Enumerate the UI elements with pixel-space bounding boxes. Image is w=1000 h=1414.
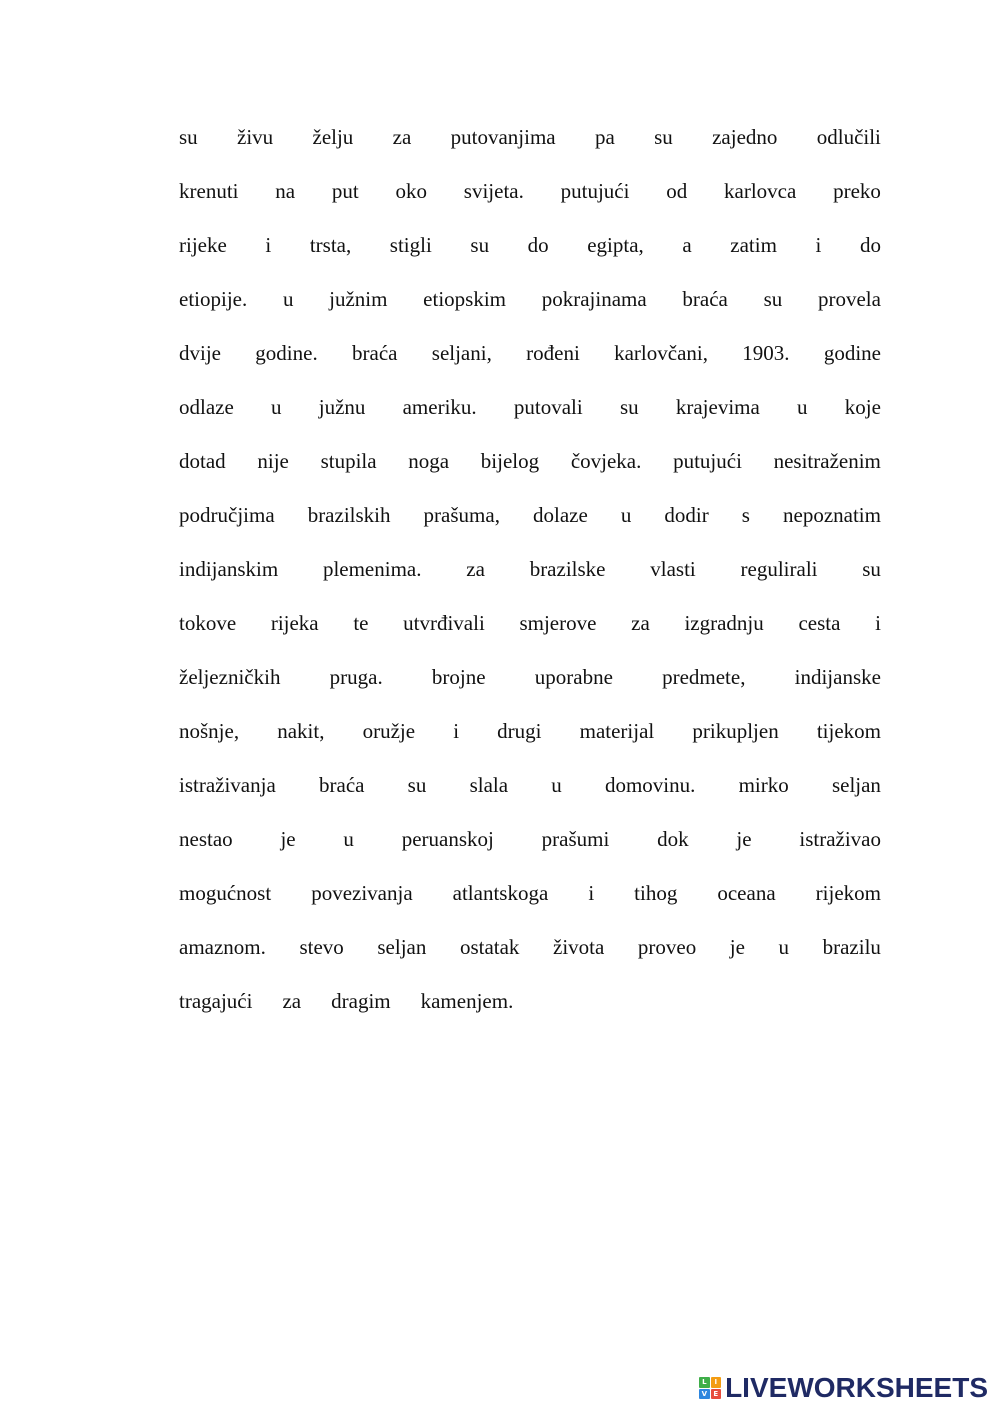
word: zajedno bbox=[712, 125, 778, 149]
liveworksheets-logo bbox=[699, 1372, 988, 1404]
word: seljan bbox=[377, 935, 427, 959]
word: prikupljen bbox=[692, 719, 779, 743]
word: preko bbox=[833, 179, 881, 203]
word: proveo bbox=[637, 935, 697, 959]
text-line bbox=[179, 974, 881, 1028]
word: rijeke bbox=[179, 233, 227, 257]
word: a bbox=[682, 233, 692, 257]
word: brazilu bbox=[822, 935, 881, 959]
word: u bbox=[343, 827, 354, 851]
word: do bbox=[859, 233, 881, 257]
word: svijeta. bbox=[463, 179, 524, 203]
word: u bbox=[551, 773, 562, 797]
word: pa bbox=[594, 125, 615, 149]
word: dotad bbox=[179, 449, 226, 473]
word: povezivanja bbox=[311, 881, 413, 905]
word: su bbox=[407, 773, 427, 797]
text-line bbox=[179, 380, 881, 434]
word: pokrajinama bbox=[541, 287, 647, 311]
word: uporabne bbox=[534, 665, 613, 689]
word: rijekom bbox=[815, 881, 881, 905]
word: dvije bbox=[179, 341, 221, 365]
word: bijelog bbox=[480, 449, 540, 473]
word: indijanske bbox=[794, 665, 881, 689]
word: drugi bbox=[497, 719, 542, 743]
word: nesitraženim bbox=[773, 449, 881, 473]
text-line bbox=[179, 542, 881, 596]
text-line bbox=[179, 272, 881, 326]
word: provela bbox=[817, 287, 881, 311]
word: karlovčani, bbox=[614, 341, 708, 365]
word: izgradnju bbox=[684, 611, 764, 635]
word: prašuma, bbox=[423, 503, 500, 527]
word: seljani, bbox=[431, 341, 492, 365]
text-line bbox=[179, 650, 881, 704]
word: tijekom bbox=[816, 719, 881, 743]
word: pruga. bbox=[329, 665, 383, 689]
word: istraživao bbox=[799, 827, 881, 851]
word: dolaze bbox=[533, 503, 588, 527]
word: u bbox=[797, 395, 808, 419]
logo-wordmark: LIVEWORKSHEETS bbox=[725, 1372, 988, 1403]
text-line bbox=[179, 812, 881, 866]
word: etiopskim bbox=[423, 287, 507, 311]
word: u bbox=[271, 395, 282, 419]
word: odlaze bbox=[179, 395, 234, 419]
text-line bbox=[179, 866, 881, 920]
word: slala bbox=[469, 773, 509, 797]
text-line bbox=[179, 164, 881, 218]
word: su bbox=[862, 557, 881, 581]
word: tihog bbox=[634, 881, 678, 905]
logo-tile: I bbox=[711, 1377, 722, 1388]
text-line bbox=[179, 326, 881, 380]
word: brojne bbox=[431, 665, 486, 689]
word: je bbox=[736, 827, 752, 851]
word: peruanskoj bbox=[401, 827, 494, 851]
word: indijanskim bbox=[179, 557, 279, 581]
word: s bbox=[741, 503, 750, 527]
word: područjima bbox=[179, 503, 275, 527]
word: za bbox=[392, 125, 412, 149]
word: krajevima bbox=[675, 395, 760, 419]
word: za bbox=[282, 989, 302, 1013]
word: ameriku. bbox=[402, 395, 477, 419]
word: i bbox=[588, 881, 595, 905]
word: karlovca bbox=[724, 179, 797, 203]
word: zatim bbox=[730, 233, 777, 257]
word: etiopije. bbox=[179, 287, 248, 311]
word: rijeka bbox=[270, 611, 319, 635]
word: prašumi bbox=[541, 827, 610, 851]
word: života bbox=[553, 935, 605, 959]
word: tokove bbox=[179, 611, 237, 635]
word: trsta, bbox=[309, 233, 352, 257]
word: u bbox=[778, 935, 790, 959]
word: utvrđivali bbox=[403, 611, 485, 635]
word: nošnje, bbox=[179, 719, 240, 743]
word: i bbox=[453, 719, 460, 743]
word: tragajući bbox=[179, 989, 253, 1013]
word: putovanjima bbox=[450, 125, 556, 149]
word: oceana bbox=[717, 881, 776, 905]
word: koje bbox=[844, 395, 881, 419]
word: željezničkih bbox=[179, 665, 281, 689]
word: egipta, bbox=[587, 233, 644, 257]
word: nestao bbox=[179, 827, 233, 851]
word: od bbox=[666, 179, 688, 203]
word: stigli bbox=[389, 233, 432, 257]
word: dragim bbox=[331, 989, 391, 1013]
text-line bbox=[179, 110, 881, 164]
logo-tile: L bbox=[699, 1377, 710, 1388]
word: braća bbox=[352, 341, 398, 365]
text-line bbox=[179, 596, 881, 650]
word: oko bbox=[395, 179, 427, 203]
logo-tile: E bbox=[711, 1389, 722, 1400]
word: te bbox=[353, 611, 369, 635]
body-text bbox=[179, 110, 881, 1028]
word: za bbox=[466, 557, 485, 581]
word: seljan bbox=[831, 773, 881, 797]
word: su bbox=[763, 287, 783, 311]
word: živu bbox=[237, 125, 274, 149]
word: u bbox=[282, 287, 294, 311]
word: predmete, bbox=[662, 665, 746, 689]
word: 1903. bbox=[742, 341, 790, 365]
word: domovinu. bbox=[604, 773, 696, 797]
word: putujući bbox=[673, 449, 742, 473]
word: godine bbox=[823, 341, 881, 365]
word: putovali bbox=[513, 395, 583, 419]
word: je bbox=[729, 935, 745, 959]
word: ostatak bbox=[459, 935, 520, 959]
logo-tile: V bbox=[699, 1389, 710, 1400]
word: plemenima. bbox=[322, 557, 422, 581]
word: južnim bbox=[329, 287, 388, 311]
word: regulirali bbox=[740, 557, 818, 581]
word: do bbox=[527, 233, 549, 257]
word: nije bbox=[257, 449, 289, 473]
word: su bbox=[654, 125, 673, 149]
word: krenuti bbox=[179, 179, 239, 203]
word: braća bbox=[682, 287, 728, 311]
word: amaznom. bbox=[179, 935, 266, 959]
word: brazilskih bbox=[307, 503, 391, 527]
word: oružje bbox=[362, 719, 416, 743]
text-line bbox=[179, 488, 881, 542]
word: braća bbox=[319, 773, 365, 797]
word: put bbox=[331, 179, 359, 203]
word: su bbox=[470, 233, 490, 257]
word: nepoznatim bbox=[783, 503, 881, 527]
word: putujući bbox=[560, 179, 630, 203]
word: brazilske bbox=[529, 557, 606, 581]
word: odlučili bbox=[816, 125, 881, 149]
word: čovjeka. bbox=[570, 449, 642, 473]
word: i bbox=[265, 233, 272, 257]
word: stupila bbox=[320, 449, 377, 473]
word: atlantskoga bbox=[452, 881, 549, 905]
word: vlasti bbox=[650, 557, 696, 581]
word: za bbox=[631, 611, 650, 635]
logo-grid-icon bbox=[699, 1377, 721, 1399]
word: kamenjem. bbox=[420, 989, 514, 1013]
word: smjerove bbox=[519, 611, 597, 635]
word: želju bbox=[312, 125, 354, 149]
word: stevo bbox=[299, 935, 344, 959]
word: dodir bbox=[664, 503, 709, 527]
word: mirko bbox=[738, 773, 789, 797]
word: rođeni bbox=[526, 341, 580, 365]
word: na bbox=[275, 179, 296, 203]
word: cesta bbox=[798, 611, 841, 635]
word: je bbox=[280, 827, 296, 851]
text-line bbox=[179, 704, 881, 758]
word: materijal bbox=[579, 719, 655, 743]
word: istraživanja bbox=[179, 773, 276, 797]
word: dok bbox=[657, 827, 689, 851]
word: nakit, bbox=[277, 719, 325, 743]
word: godine. bbox=[255, 341, 318, 365]
text-line bbox=[179, 218, 881, 272]
word: južnu bbox=[318, 395, 366, 419]
word: i bbox=[815, 233, 822, 257]
word: u bbox=[620, 503, 632, 527]
word: su bbox=[619, 395, 639, 419]
word: mogućnost bbox=[179, 881, 272, 905]
text-line bbox=[179, 920, 881, 974]
text-line bbox=[179, 434, 881, 488]
text-line bbox=[179, 758, 881, 812]
word: i bbox=[875, 611, 881, 635]
word: su bbox=[179, 125, 198, 149]
word: noga bbox=[408, 449, 450, 473]
